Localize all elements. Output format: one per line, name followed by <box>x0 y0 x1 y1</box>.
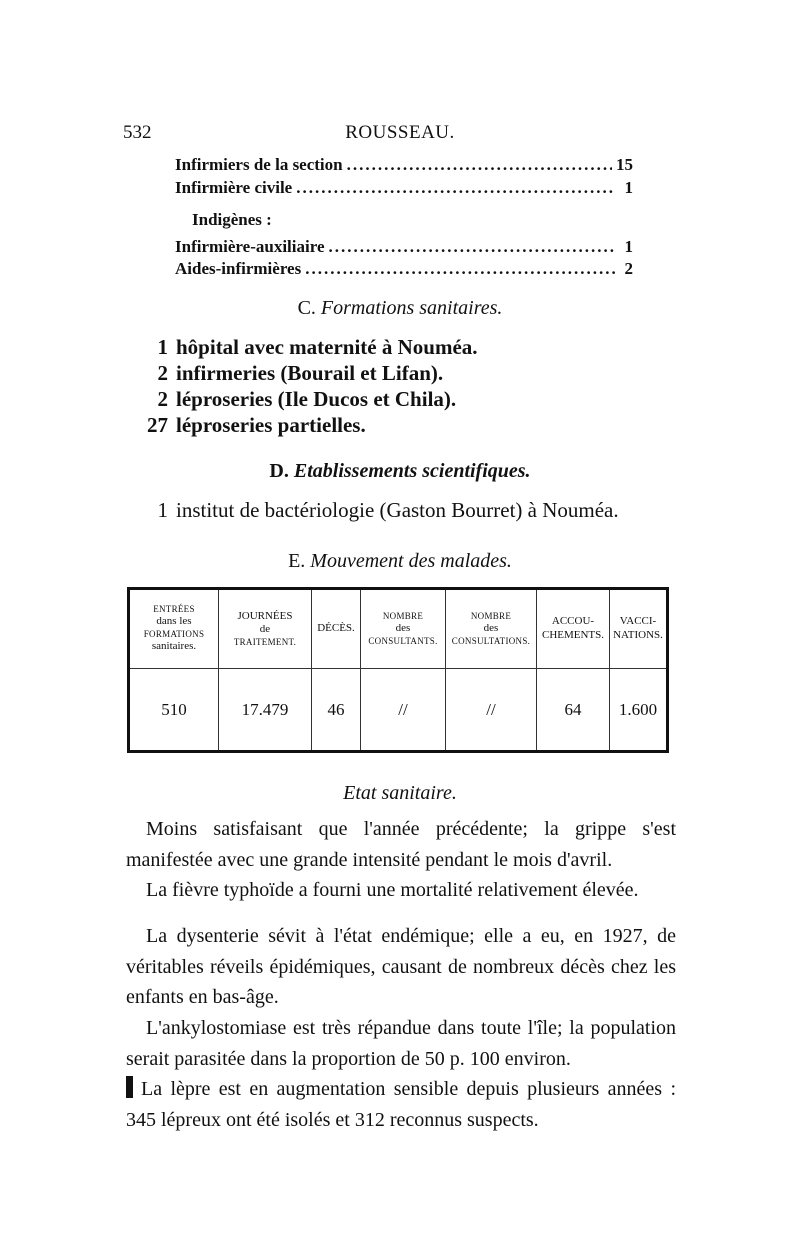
patient-movement-table <box>127 587 669 753</box>
list-item <box>126 335 478 360</box>
section-letter: C. <box>297 297 316 319</box>
table-cell: 510 <box>161 699 187 719</box>
personnel-value: 1 <box>624 237 633 256</box>
item-text: hôpital avec maternité à Nouméa. <box>176 335 478 359</box>
item-count: 1 <box>157 498 168 522</box>
personnel-label: Infirmiers de la section <box>175 155 343 174</box>
section-e-heading <box>0 550 800 573</box>
header-cell: NOMBRE des CONSULTANTS. <box>361 589 446 669</box>
personnel-label: Infirmière civile <box>175 178 293 197</box>
page-number: 532 <box>123 122 152 143</box>
paragraph: La lèpre est en augmentation sensible depuis plusieurs années : 345 lépreux ont été isolés et 312 reconnus suspects. <box>126 1078 676 1131</box>
item-count: 27 <box>147 413 168 437</box>
paragraph: Moins satisfaisant que l'année précédente; la grippe s'est manifestée avec une grande intensité pendant le mois d'avril. <box>126 818 676 871</box>
item-text: léproseries partielles. <box>176 413 366 437</box>
item-count: 2 <box>157 361 168 385</box>
leader-dots <box>296 178 615 198</box>
etat-sanitaire-heading <box>0 782 800 805</box>
list-item <box>126 413 366 438</box>
personnel-row <box>175 237 633 257</box>
item-text: institut de bactériologie (Gaston Bourret) à Nouméa. <box>176 498 619 522</box>
section-title: Mouvement des malades. <box>310 550 512 572</box>
list-item <box>126 361 443 386</box>
leader-dots <box>347 155 612 175</box>
list-item <box>126 498 619 523</box>
item-text: léproseries (Ile Ducos et Chila). <box>176 387 457 411</box>
paragraph: La dysenterie sévit à l'état endémique; elle a eu, en 1927, de véritables réveils épidémiques, causant de nombreux décès chez les enfants en bas-âge. <box>126 925 676 1008</box>
personnel-row <box>175 155 633 175</box>
item-count: 1 <box>157 335 168 359</box>
table-cell: 1.600 <box>610 669 668 752</box>
item-count: 2 <box>157 387 168 411</box>
table-cell: // <box>446 669 537 752</box>
header-cell: ACCOU- CHEMENTS. <box>537 589 610 669</box>
table-cell: // <box>361 669 446 752</box>
section-letter: D. <box>269 460 289 482</box>
leader-dots <box>305 259 615 279</box>
paragraph: La fièvre typhoïde a fourni une mortalité relativement élevée. <box>146 879 639 901</box>
personnel-label: Infirmière-auxiliaire <box>175 237 325 256</box>
table-header-row <box>129 589 668 669</box>
header-cell: ENTRÉES dans les FORMATIONS sanitaires. <box>129 589 219 669</box>
running-title: ROUSSEAU. <box>345 122 455 143</box>
personnel-value: 1 <box>624 178 633 197</box>
table-cell: 17.479 <box>219 669 312 752</box>
section-title: Etablissements scientifiques. <box>293 460 531 482</box>
table-row <box>129 669 668 752</box>
header-cell: JOURNÉES de TRAITEMENT. <box>219 589 312 669</box>
table-cell: 64 <box>537 669 610 752</box>
list-item <box>126 387 456 412</box>
header-cell: DÉCÈS. <box>312 589 361 669</box>
personnel-value: 2 <box>624 259 633 278</box>
section-title: Etat sanitaire. <box>343 782 457 804</box>
personnel-row <box>175 259 633 279</box>
paragraph: L'ankylostomiase est très répandue dans toute l'île; la population serait parasitée dans la proportion de 50 p. 100 environ. <box>126 1017 676 1070</box>
section-c-heading <box>0 297 800 320</box>
personnel-row <box>175 178 633 198</box>
margin-mark-icon <box>126 1076 133 1098</box>
indigenes-subheading: Indigènes : <box>192 210 272 229</box>
personnel-label: Aides-infirmières <box>175 259 302 278</box>
section-letter: E. <box>288 550 306 572</box>
table-cell: 46 <box>312 669 361 752</box>
section-title: Formations sanitaires. <box>320 297 503 319</box>
header-cell: NOMBRE des CONSULTATIONS. <box>446 589 537 669</box>
personnel-value: 15 <box>616 155 633 174</box>
item-text: infirmeries (Bourail et Lifan). <box>176 361 444 385</box>
leader-dots <box>329 237 615 257</box>
header-cell: VACCI- NATIONS. <box>610 589 668 669</box>
section-d-heading <box>0 460 800 483</box>
